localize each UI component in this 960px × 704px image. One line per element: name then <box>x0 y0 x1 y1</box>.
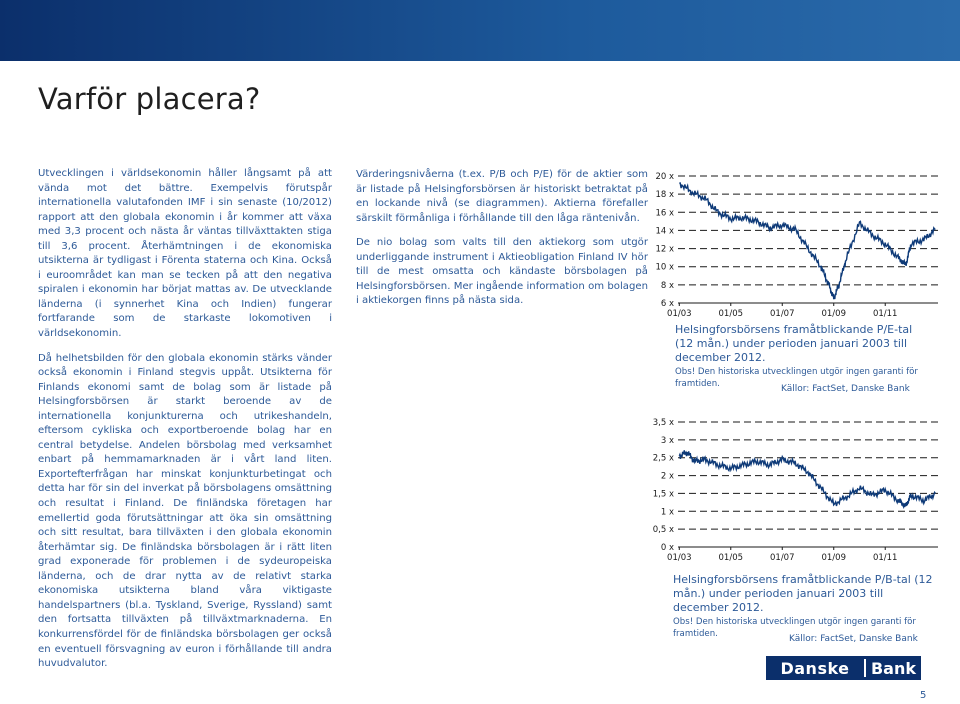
pb-chart-x-tick-label: 01/03 <box>667 553 692 563</box>
pe-chart-y-tick-label: 20 x <box>655 172 674 182</box>
logo-text-bank: Bank <box>870 658 917 678</box>
pe-chart-y-tick-label: 8 x <box>660 280 674 291</box>
pb-chart-source: Källor: FactSet, Danske Bank <box>789 634 918 644</box>
pe-chart-x-tick-label: 01/07 <box>770 309 795 319</box>
pe-chart-y-tick-label: 16 x <box>655 208 674 219</box>
pe-ratio-chart <box>652 168 942 320</box>
pe-chart-caption: Helsingforsbörsens framåtblickande P/E-tal (12 mån.) under perioden januari 2003 till december 2012. <box>675 323 913 364</box>
page-number: 5 <box>920 690 927 701</box>
pb-chart-y-tick-label: 2,5 x <box>652 453 674 464</box>
pe-chart-y-tick-label: 12 x <box>655 244 674 255</box>
pb-chart-y-tick-label: 3,5 x <box>652 418 674 428</box>
logo-text-danske: Danske <box>780 658 850 678</box>
text-column-middle <box>356 168 648 319</box>
danske-bank-logo <box>766 656 921 680</box>
text-column-left <box>38 167 332 682</box>
pe-chart-y-tick-label: 18 x <box>655 190 674 201</box>
pb-chart-y-tick-label: 1 x <box>660 507 674 518</box>
pe-chart-y-tick-label: 14 x <box>655 226 674 237</box>
pb-ratio-chart <box>652 416 942 566</box>
pb-chart-x-tick-label: 01/09 <box>821 553 846 563</box>
pb-chart-y-tick-label: 2 x <box>660 471 674 482</box>
paragraph-finland-economy: Då helhetsbilden för den globala ekonomin stärks vänder också ekonomin i Finland stegvis uppåt. Utsikterna för Finlands ekonomi samt de bolag som är listade på Helsingforsbörsen är starkt beroende av de internationella konjunkturerna och utrikeshandeln, eftersom cykliska och exportberoende bolag har en central betydelse. Andelen börsbolag med verksamhet enbart på hemmamarknaden är i vårt land liten. Exportefterfrågan har minskat konjunkturbetingat och detta har för sin del inverkat på börsbolagens omsättning och resultat i Finland. De finländska företagen har emellertid goda förutsättningar att öka sin omsättning och sitt resultat, bara tillväxten i den globala ekonomin återhämtar sig. De finländska börsbolagen är i rätt liten grad exponerade för problemen i de sydeuropeiska länderna, och de drar nytta av de relativt starka ekonomiska utsikterna bland våra viktigaste handelspartners (bl.a. Tyskland, Sverige, Ryssland) samt den fortsatta tillväxten på tillväxtmarknaderna. En konkurrensfördel för de finländska börsbolagen ger också en eventuell försvagning av euron i förhållande till andra huvudvalutor. <box>38 352 332 670</box>
pb-chart-x-tick-label: 01/05 <box>718 553 744 563</box>
pe-chart-y-tick-label: 10 x <box>655 262 674 273</box>
pe-chart-x-tick-label: 01/03 <box>667 309 692 319</box>
pb-chart-y-tick-label: 0 x <box>660 543 674 553</box>
pe-chart-x-tick-label: 01/05 <box>718 309 744 319</box>
pb-chart-x-tick-label: 01/11 <box>872 553 898 563</box>
pb-chart-y-tick-label: 0,5 x <box>652 525 674 536</box>
paragraph-world-economy: Utvecklingen i världsekonomin håller långsamt på att vända mot det bättre. Exempelvis förutspår internationella valutafonden IMF i sin senaste (10/2012) rapport att den globala ekonomin i år kommer att växa med 3,3 procent och nästa år väntas tillväxttakten stiga till 3,6 procent. Återhämtningen i de ekonomiska utsikterna är tydligast i Förenta staterna och Kina. Också i euroområdet kan man se tecken på att den negativa spiralen i ekonomin har börjat mattas av. De utvecklande länderna (i synnerhet Kina och Indien) fungerar fortfarande som de starkaste lokomotiven i världsekonomin. <box>38 168 332 340</box>
pb-chart-x-tick-label: 01/07 <box>770 553 795 563</box>
paragraph-valuation: Värderingsnivåerna (t.ex. P/B och P/E) för de aktier som är listade på Helsingforsbörsen är historiskt betraktat på en lockande nivå (se diagrammen). Aktierna förefaller särskilt förmånliga i förhållande till den låga räntenivån. <box>356 169 648 224</box>
pe-chart-x-tick-label: 01/09 <box>821 309 846 319</box>
pe-chart-disclaimer: Obs! Den historiska utvecklingen utgör ingen garanti för framtiden. <box>675 367 918 389</box>
pb-chart-caption: Helsingforsbörsens framåtblickande P/B-tal (12 mån.) under perioden januari 2003 till december 2012. <box>673 573 933 614</box>
pb-chart-series-line <box>679 450 935 507</box>
paragraph-share-basket: De nio bolag som valts till den aktiekorg som utgör underliggande instrument i Aktieobligation Finland IV hör till de mest omsatta och kändaste börsbolagen på Helsingforsbörsen. Mer ingående information om bolagen i aktiekorgen finns på nästa sida. <box>356 237 648 307</box>
pe-chart-y-tick-label: 6 x <box>660 299 674 309</box>
pb-chart-y-tick-label: 3 x <box>660 435 674 446</box>
pb-chart-disclaimer: Obs! Den historiska utvecklingen utgör ingen garanti för framtiden. <box>673 617 916 639</box>
page-title: Varför placera? <box>38 82 261 116</box>
pe-chart-series-line <box>679 183 935 299</box>
pe-chart-x-tick-label: 01/11 <box>872 309 898 319</box>
pb-chart-y-tick-label: 1,5 x <box>652 489 674 500</box>
header-banner <box>0 0 960 61</box>
pe-chart-source: Källor: FactSet, Danske Bank <box>781 384 910 394</box>
